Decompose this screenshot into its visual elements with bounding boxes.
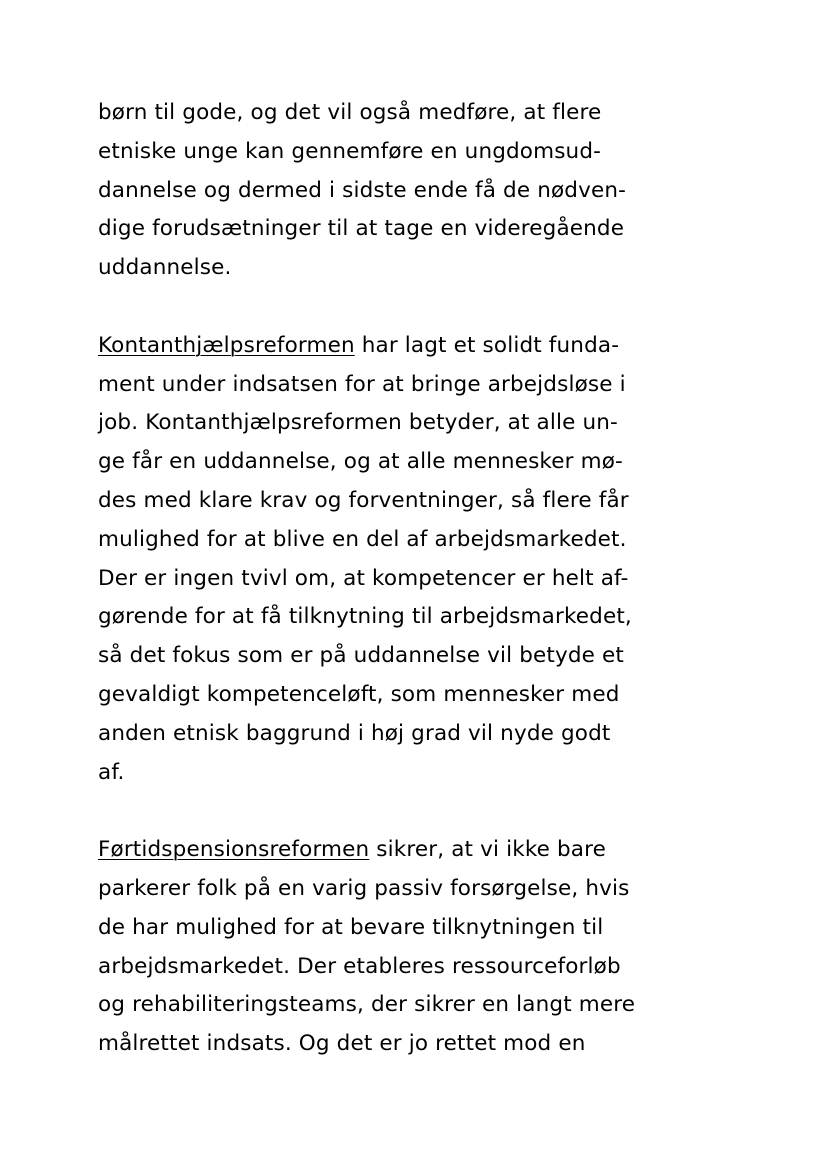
text-line: målrettet indsats. Og det er jo rettet mod en [98,1031,586,1057]
text-line: parkerer folk på en varig passiv forsørgelse, hvis [98,875,630,901]
text-line: dige forudsætninger til at tage en videregående [98,216,625,242]
text-line: dannelse og dermed i sidste ende få de nødven- [98,177,627,203]
text-line: etniske unge kan gennemføre en ungdomsud- [98,138,602,164]
body-text [98,94,658,1064]
paragraph [98,94,658,288]
text-line: uddannelse. [98,255,232,281]
text-line: så det fokus som er på uddannelse vil betyde et [98,643,624,669]
text-line: og rehabiliteringsteams, der sikrer en langt mere [98,992,636,1018]
text-line [98,831,658,870]
text-line: børn til gode, og det vil også medføre, at flere [98,100,602,125]
paragraph-spacer [98,288,658,327]
text-line: Der er ingen tvivl om, at kompetencer er helt af- [98,565,629,591]
text-line: job. Kontanthjælpsreformen betyder, at alle un- [98,410,618,436]
paragraph [98,831,658,1064]
underlined-term: Kontanthjælpsreformen [98,332,355,358]
text-line: mulighed for at blive en del af arbejdsmarkedet. [98,526,627,552]
text-line [98,327,658,366]
text-line: arbejdsmarkedet. Der etableres ressourceforløb [98,953,621,979]
text-line: gevaldigt kompetenceløft, som mennesker med [98,681,620,707]
text-line: af. [98,759,125,785]
text-fragment: sikrer, at vi ikke bare [369,837,607,863]
text-line: des med klare krav og forventninger, så flere får [98,487,629,513]
text-line: ment under indsatsen for at bringe arbejdsløse i [98,371,626,397]
paragraph-spacer [98,792,658,831]
text-fragment: har lagt et solidt funda- [354,332,620,358]
text-line: anden etnisk baggrund i høj grad vil nyde godt [98,720,611,746]
text-line: ge får en uddannelse, og at alle mennesker mø- [98,449,623,475]
underlined-term: Førtidspensionsreformen [98,837,370,863]
paragraph [98,327,658,793]
text-line: de har mulighed for at bevare tilknytningen til [98,914,604,940]
text-line: gørende for at få tilknytning til arbejdsmarkedet, [98,604,632,630]
